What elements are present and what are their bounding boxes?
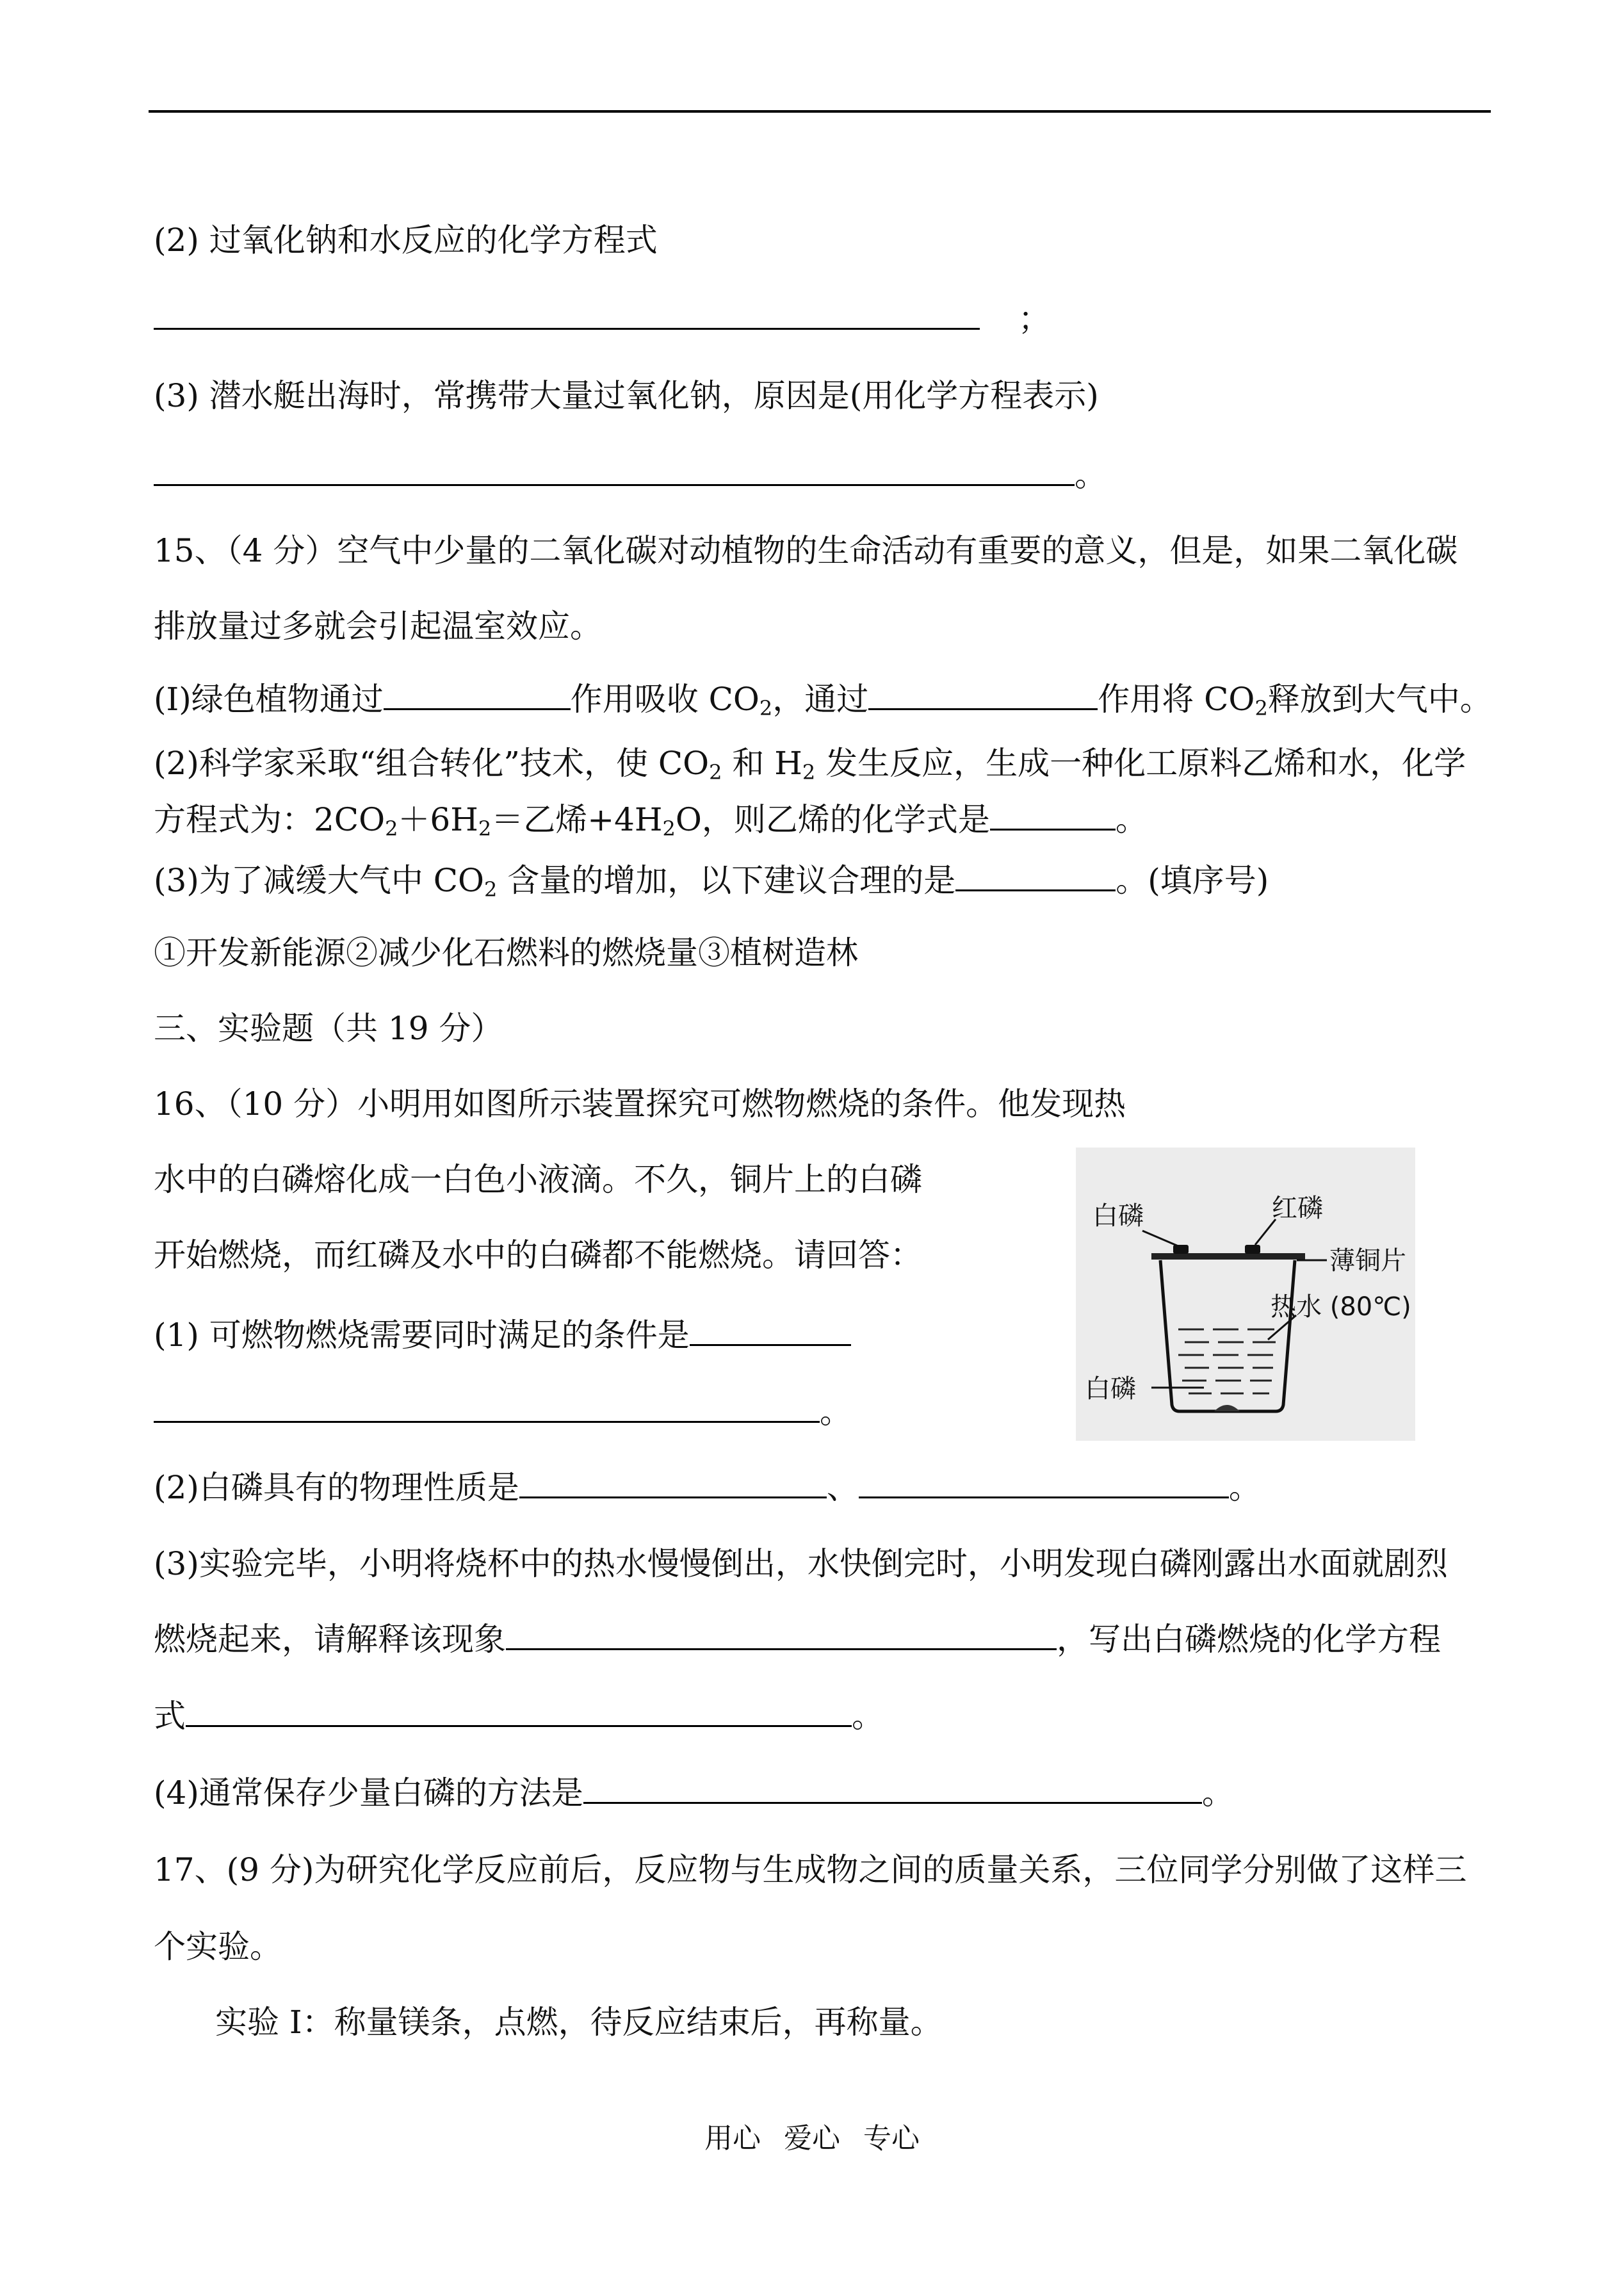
q14-part3 [154,377,1099,415]
punctuation: 。 [852,1698,884,1735]
q16-part3-line3 [154,1697,884,1735]
q15-stem-text: 15、（4 分）空气中少量的二氧化碳对动植物的生命活动有重要的意义，但是，如果二氧化碳 [154,532,1458,569]
q16-part3-text: ，写出白磷燃烧的化学方程 [1057,1621,1441,1658]
q15-stem-line1 [154,531,1458,570]
q15-part1-text: 释放到大气中。 [1267,681,1492,718]
section-title [154,1009,503,1048]
label-copper-sheet: 薄铜片 [1329,1246,1406,1276]
q16-stem-text: 开始燃烧，而红磷及水中的白磷都不能燃烧。请回答： [154,1237,922,1274]
label-red-phosphorus: 红磷 [1272,1194,1323,1223]
answer-blank[interactable] [690,1317,851,1346]
punctuation: 。 [1228,1469,1261,1506]
q17-stem-text: 17、(9 分)为研究化学反应前后，反应物与生成物之间的质量关系，三位同学分别做了这样三 [154,1851,1467,1888]
footer-text: 用心 [704,2122,761,2155]
subscript: 2 [478,816,492,841]
punctuation: 。 [1201,1774,1234,1812]
q16-part1 [154,1316,851,1354]
answer-blank[interactable] [583,1775,1202,1804]
q17-stem-line2 [154,1927,282,1966]
q14-part2-text: (2) 过氧化钠和水反应的化学方程式 [154,222,658,259]
q16-part4 [154,1774,1234,1812]
answer-blank[interactable] [154,1394,820,1423]
red-phosphorus [1245,1245,1260,1254]
answer-blank[interactable] [519,1470,827,1498]
footer-text: 爱心 [784,2122,840,2155]
q16-part3-text: 式 [154,1698,186,1735]
q17-experiment-text: 实验 I：称量镁条，点燃，待反应结束后，再称量。 [215,2004,943,2041]
q17-stem-line1 [154,1851,1466,1889]
q15-part2-text: 发生反应，生成一种化工原料乙烯和水，化学 [815,745,1466,782]
q15-part3-text: 。(填序号) [1116,862,1269,899]
q15-stem-line2 [154,607,602,645]
label-white-phosphorus-top: 白磷 [1092,1201,1144,1231]
header-rule [149,110,1491,113]
subscript: 2 [385,816,398,841]
q16-part4-text: (4)通常保存少量白磷的方法是 [154,1774,583,1812]
q15-part2-text: ＝乙烯+4H [491,801,663,838]
q16-part3-line1 [154,1545,1448,1583]
subscript: 2 [709,760,722,784]
punctuation: 。 [1075,457,1107,494]
q16-part3-text: 燃烧起来，请解释该现象 [154,1621,506,1658]
subscript: 2 [483,877,498,902]
leader-line [1255,1219,1276,1245]
q16-part2 [154,1468,1261,1507]
q15-part3 [154,861,1269,900]
answer-blank[interactable] [154,457,1075,486]
q15-part2-text: 和 H [722,745,802,782]
leader-line [1142,1231,1178,1246]
punctuation: 、 [826,1469,859,1506]
answer-blank[interactable] [154,301,980,330]
label-hot-water: 热水 (80℃) [1271,1292,1411,1322]
q15-options-text: ①开发新能源②减少化石燃料的燃烧量③植树造林 [154,934,858,971]
q15-part1-text: 作用吸收 CO [570,681,759,718]
q15-part3-text: 含量的增加，以下建议合理的是 [497,862,956,899]
white-phosphorus-top [1173,1245,1189,1254]
q14-part3-text: (3) 潜水艇出海时，常携带大量过氧化钠，原因是(用化学方程表示) [154,377,1099,414]
answer-blank[interactable] [955,863,1116,891]
beaker-diagram [1076,1148,1415,1441]
footer-text: 专心 [863,2122,920,2155]
page-footer [0,2121,1624,2157]
q15-part1-text: ，通过 [772,681,869,718]
hot-water [1178,1329,1276,1393]
subscript: 2 [662,816,676,841]
apparatus-figure [1076,1148,1415,1441]
answer-blank[interactable] [868,681,1098,710]
answer-blank[interactable] [384,681,571,710]
answer-blank[interactable] [506,1621,1057,1650]
q17-stem-text: 个实验。 [154,1928,282,1965]
q15-part1 [154,680,1492,718]
q15-part2-text: O，则乙烯的化学式是 [675,801,990,838]
answer-blank[interactable] [990,802,1116,831]
punctuation: ； [1018,300,1050,337]
answer-blank[interactable] [186,1698,852,1727]
q15-part2-text: 方程式为：2CO [154,801,386,838]
q15-part1-text: 作用将 CO [1098,681,1255,718]
q15-options [154,934,858,972]
white-phosphorus-bottom [1214,1405,1240,1411]
q16-stem-text: 16、（10 分）小明用如图所示装置探究可燃物燃烧的条件。他发现热 [154,1085,1126,1123]
q14-part2 [154,221,658,259]
q16-part3-line2 [154,1620,1441,1658]
subscript: 2 [1255,696,1268,720]
q16-part3-text: (3)实验完毕，小明将烧杯中的热水慢慢倒出，水快倒完时，小明发现白磷刚露出水面就剧烈 [154,1545,1448,1582]
q15-part3-text: (3)为了减缓大气中 CO [154,862,484,899]
q16-stem-line1 [154,1085,1126,1123]
q14-part2-answer [154,300,1050,338]
q16-part1-text: (1) 可燃物燃烧需要同时满足的条件是 [154,1317,690,1354]
punctuation: 。 [1115,801,1148,838]
punctuation: 。 [820,1393,852,1431]
copper-sheet [1151,1253,1305,1260]
q15-part2-text: ＋6H [398,801,478,838]
q15-part1-text: (I)绿色植物通过 [154,681,384,718]
q16-part1-answer [154,1393,852,1431]
q16-stem-line2 [154,1160,922,1199]
label-white-phosphorus-bottom: 白磷 [1085,1374,1136,1404]
q15-part2-line1 [154,744,1466,783]
q16-stem-line3 [154,1236,922,1274]
q16-part2-text: (2)白磷具有的物理性质是 [154,1469,519,1506]
q15-stem-text: 排放量过多就会引起温室效应。 [154,608,602,645]
q15-part2-text: (2)科学家采取“组合转化”技术，使 CO [154,745,710,782]
q16-stem-text: 水中的白磷熔化成一白色小液滴。不久，铜片上的白磷 [154,1161,922,1198]
subscript: 2 [802,760,816,784]
q14-part3-answer [154,456,1107,494]
section-title-text: 三、实验题（共 19 分） [154,1010,503,1047]
answer-blank[interactable] [859,1470,1229,1498]
beaker [1160,1260,1295,1411]
q17-experiment-1 [215,2003,943,2041]
q15-part2-line2 [154,800,1148,839]
subscript: 2 [759,696,773,720]
